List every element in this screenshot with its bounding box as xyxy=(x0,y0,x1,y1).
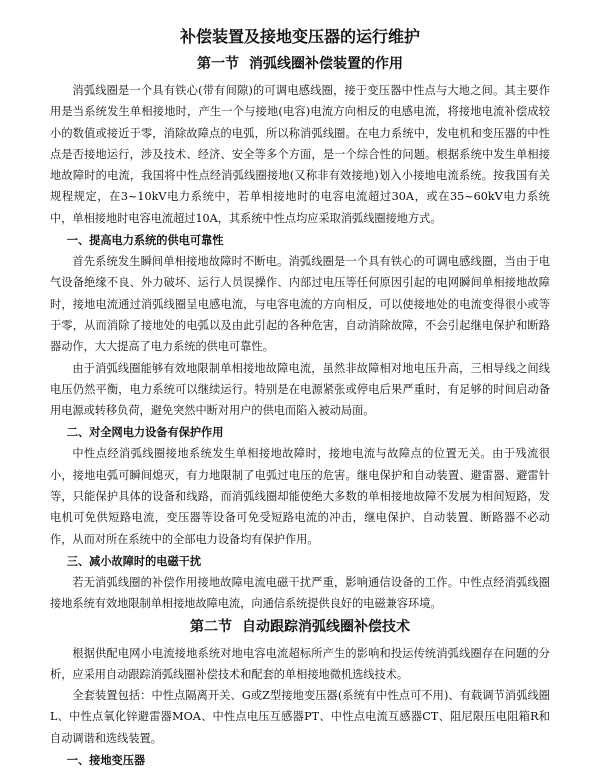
subsection-1-1-heading: 一、提高电力系统的供电可靠性 xyxy=(66,234,224,248)
section-1-title xyxy=(50,54,550,74)
section-2-title xyxy=(50,617,550,637)
subsection-1-3-paragraph-1: 若无消弧线圈的补偿作用接地故障电流电磁干扰严重，影响通信设备的工作。中性点经消弧线圈接地系统有效地限制单相接地故障电流，向通信系统提供良好的电磁兼容环境。 xyxy=(50,575,550,611)
section-1-intro-paragraph: 消弧线圈是一个具有铁心(带有间隙)的可调电感线圈，接于变压器中性点与大地之间。其主要作用是当系统发生单相接地时，产生一个与接地(电容)电流方向相反的电感电流，将接地电流补偿成较小的数值或接近于零，消除故障点的电弧，所以称消弧线圈。在电力系统中，发电机和变压器的中性点是否接地运行，涉及技术、经济、安全等多个方面，是一个综合性的问题。根据系统中发生单相接地故障时的电流，我国将中性点经消弧线圈接地(又称非有效接地)划入小接地电流系统。按我国有关规程规定，在3~10kV电力系统中，若单相接地时的电容电流超过30A，或在35~60kV电力系统中，单相接地时电容电流超过10A，其系统中性点均应采取消弧线圈接地方式。 xyxy=(50,84,550,225)
section-1-name: 消弧线圈补偿装置的作用 xyxy=(249,56,403,72)
subsection-2-1-heading: 一、接地变压器 xyxy=(66,754,146,768)
subsection-1-2-heading: 二、对全网电力设备有保护作用 xyxy=(66,426,224,440)
section-2-paragraph-1: 根据供配电网小电流接地系统对地电容电流超标所产生的影响和投运传统消弧线圈存在问题的分析，应采用自动跟踪消弧线圈补偿技术和配套的单相接地微机选线技术。 xyxy=(50,646,550,681)
subsection-1-3-heading: 三、减小故障时的电磁干扰 xyxy=(66,554,202,568)
section-2-number: 第二节 xyxy=(190,618,232,635)
subsection-1-1-paragraph-2: 由于消弧线圈能够有效地限制单相接地故障电流，虽然非故障相对地电压升高，三相导线之间线电压仍然平衡，电力系统可以继续运行。特别是在电源紧张或停电后果严重时，有足够的时间启动备用电源或转移负荷，避免突然中断对用户的供电而陷入被动局面。 xyxy=(50,361,550,418)
document-title: 补偿装置及接地变压器的运行维护 xyxy=(179,27,420,46)
section-1-number: 第一节 xyxy=(197,56,239,72)
section-2-paragraph-2: 全套装置包括：中性点隔离开关、G或Z型接地变压器(系统有中性点可不用)、有载调节消弧线圈L、中性点氧化锌避雷器MOA、中性点电压互感器PT、中性点电流互感器CT、阻尼限压电阻箱R和自动调谐和选线装置。 xyxy=(50,689,550,745)
subsection-1-2-paragraph-1: 中性点经消弧线圈接地系统发生单相接地故障时，接地电流与故障点的位置无关。由于残流很小，接地电弧可瞬间熄灭，有力地限制了电弧过电压的危害。继电保护和自动装置、避雷器、避雷针等，只能保护具体的设备和线路，而消弧线圈却能使绝大多数的单相接地故障不发展为相间短路，发电机可免供短路电流，变压器等设备可免受短路电流的冲击，继电保护、自动装置、断路器不必动作，从而对所在系统中的全部电力设备均有保护作用。 xyxy=(50,447,550,546)
subsection-1-1-paragraph-1: 首先系统发生瞬间单相接地故障时不断电。消弧线圈是一个具有铁心的可调电感线圈，当由于电气设备绝缘不良、外力破坏、运行人员误操作、内部过电压等任何原因引起的电网瞬间单相接地故障时，接地电流通过消弧线圈呈电感电流，与电容电流的方向相反，可以使接地处的电流变得很小或等于零，从而消除了接地处的电弧以及由此引起的各种危害，自动消除故障，不会引起继电保护和断路器动作，大大提高了电力系统的供电可靠性。 xyxy=(50,255,550,354)
section-2-name: 自动跟踪消弧线圈补偿技术 xyxy=(242,618,410,635)
